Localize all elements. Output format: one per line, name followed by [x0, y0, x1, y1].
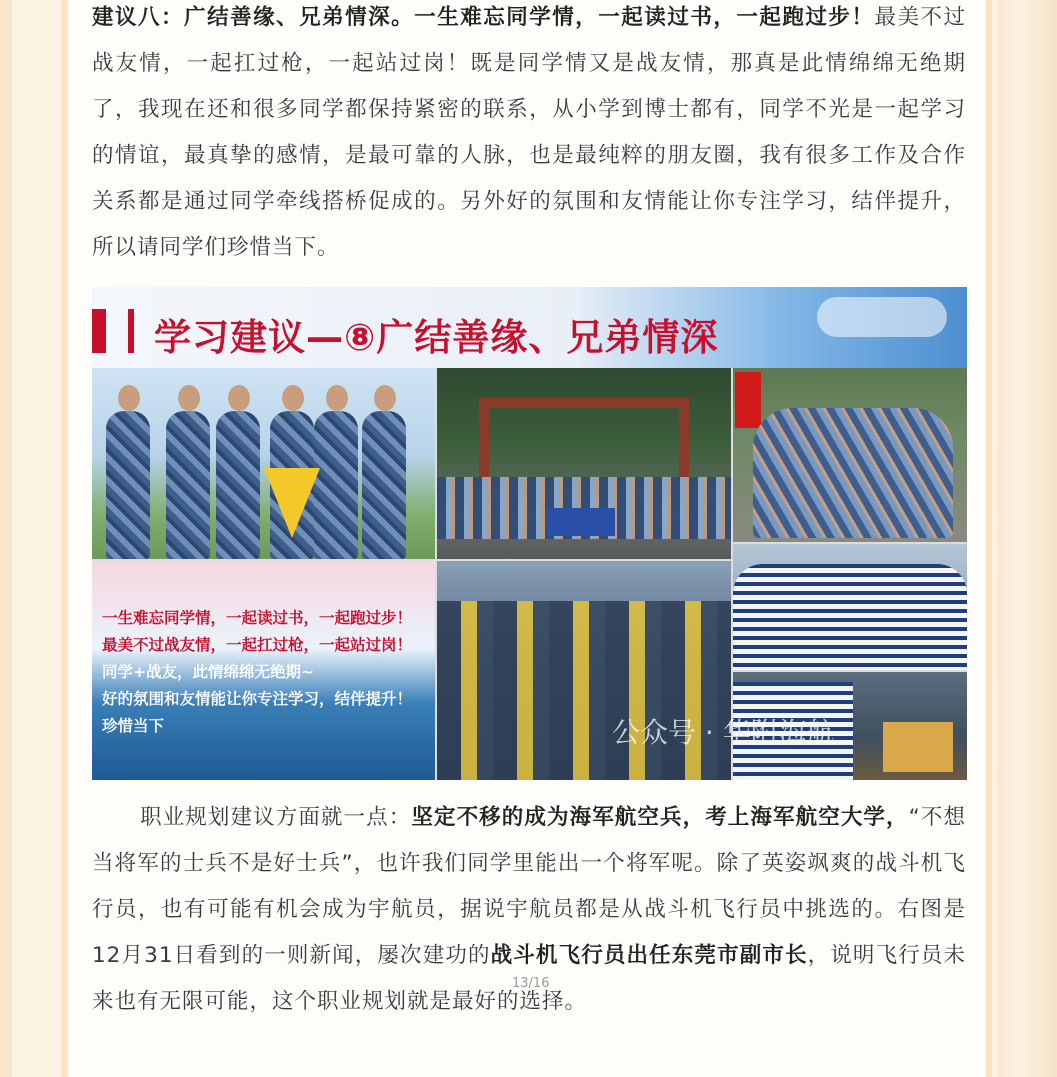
soldier-figure: [362, 411, 406, 559]
soldier-figure: [216, 411, 260, 559]
photo-soldiers-pennant: [92, 368, 435, 559]
page-number: 13/16: [512, 976, 550, 991]
photo-squad-redflag: [733, 368, 967, 542]
quote-line-3: 同学+战友，此情绵绵无绝期~: [102, 663, 314, 681]
page-margin-left: [0, 0, 12, 1077]
cake-box: [883, 722, 953, 772]
quote-lines: [102, 605, 432, 740]
collage-figure: [92, 287, 967, 780]
quote-line-1: 一生难忘同学情，一起读过书，一起跑过步！: [102, 609, 413, 627]
wechat-watermark: 公众号 · 华附海航: [612, 716, 835, 749]
paragraph-friendship-text: 最美不过战友情，一起扛过枪，一起站过岗！既是同学情又是战友情，那真是此情绵绵无绝期了，我现在还和很多同学都保持紧密的联系，从小学到博士都有，同学不光是一起学习的情谊，最真挚的感情，是最可靠的人脉，也是最纯粹的朋友圈，我有很多工作及合作关系都是通过同学牵线搭桥促成的。另外好的氛围和友情能让你专注学习，结伴提升，所以请同学们珍惜当下。: [92, 5, 966, 260]
pennant-flag: [264, 468, 320, 538]
soldier-figure: [314, 411, 358, 559]
red-flag: [735, 372, 761, 428]
career-text-2: “不想当将军的士兵不是好士兵”，也许我们同学里能出一个将军呢。除了英姿飒爽的战斗机飞行员，也有可能有机会成为宇航员，据说宇航员都是从战斗机飞行员中挑选的。右图是12月31日看到的一则新闻，屡次建功的: [92, 805, 966, 968]
banner-red-bar-thin: [128, 309, 134, 353]
career-text-3: ，说明飞行员未来也有无限可能，这个职业规划就是最好的选择。: [92, 943, 966, 1014]
career-bold-1: 坚定不移的成为海军航空兵，考上海军航空大学，: [411, 805, 909, 830]
striped-group: [733, 564, 967, 670]
photo-school-gate-group: [437, 368, 731, 559]
photo-striped-shirts: [733, 544, 967, 670]
soldier-figure: [106, 411, 150, 559]
soldier-figure: [166, 411, 210, 559]
quote-line-4: 好的氛围和友情能让你专注学习，结伴提升！: [102, 690, 413, 708]
banner-red-bar: [92, 309, 106, 353]
quote-line-5: 珍惜当下: [102, 717, 165, 735]
squad-group: [753, 408, 953, 538]
career-text-1: 职业规划建议方面就一点：: [140, 805, 412, 830]
figure-banner: [92, 287, 967, 368]
figure-banner-title: 学习建议—⑧广结善缘、兄弟情深: [154, 316, 719, 359]
paragraph-friendship-bold: 建议八：广结善缘、兄弟情深。一生难忘同学情，一起读过书，一起跑过步！: [92, 5, 875, 30]
page-margin-right: [997, 0, 1057, 1077]
crowns-group: [437, 601, 731, 780]
school-gate: [479, 398, 689, 486]
paragraph-friendship: [92, 0, 966, 271]
photo-sea-quote: [92, 561, 435, 780]
quote-line-2: 最美不过战友情，一起扛过枪，一起站过岗！: [102, 636, 413, 654]
blue-banner: [547, 508, 615, 536]
career-bold-2: 战斗机飞行员出任东莞市副市长: [490, 943, 808, 968]
banner-cloud: [817, 297, 947, 337]
